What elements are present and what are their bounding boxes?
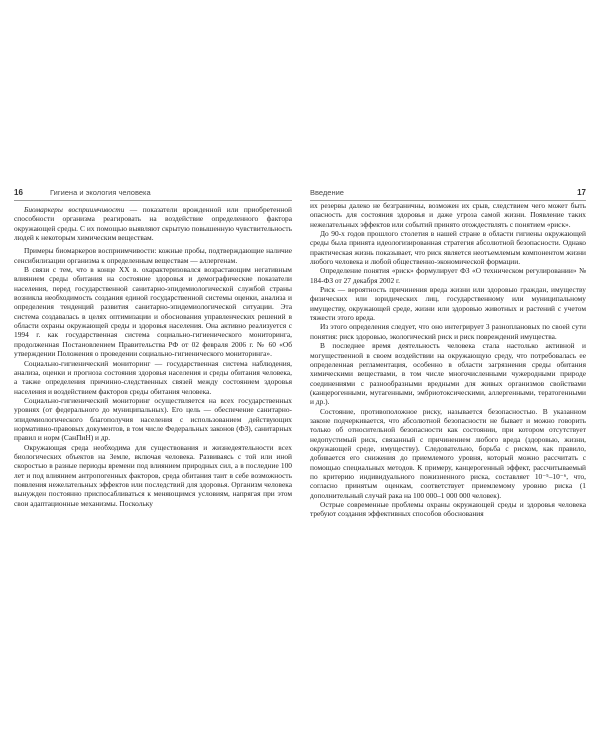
- paragraph: Примеры биомаркеров восприимчивости: кожные пробы, подтверждающие наличие сенсибилизации организма к определенным веществам — аллергенам.: [14, 246, 292, 265]
- right-page: [310, 184, 586, 744]
- paragraph: Социально-гигиенический мониторинг осуществляется на всех государственных уровнях (от федерального до муниципальных). Его цель — обеспечение санитарно-эпидемиологического благополучия населения с использованием действующих нормативно-правовых документов, в том числе Федеральных законов (ФЗ), санитарных правил и норм (СанПиН) и др.: [14, 395, 292, 443]
- left-page: [14, 184, 292, 744]
- paragraph: Биомаркеры восприимчивости — показатели врожденной или приобретенной способности организма реагировать на воздействие определенного фактора окружающей среды. С их помощью выявляют скрытую повышенную чувствительность людей к некоторым химическим веществам.: [14, 205, 292, 243]
- paragraph: Окружающая среда необходима для существования и жизнедеятельности всех биологических объектов на Земле, включая человека. Развиваясь с той или иной скоростью в разные периоды времени под влиянием природных сил, а в последние 100 лет и под влиянием антропогенных факторов, среда обитания таит в себе возможность появления нежелательных эффектов или последствий для здоровья. Организм человека вынужден постоянно приспосабливаться к меняющимся условиям, напрягая при этом свои адаптационные механизмы. Поскольку: [14, 442, 292, 508]
- term-biomarkers: Биомаркеры восприимчивости: [24, 205, 125, 214]
- right-page-number: 17: [577, 188, 586, 197]
- paragraph: Риск — вероятность причинения вреда жизни или здоровью граждан, имуществу физических или юридических лиц, государственному или муниципальному имуществу, окружающей среде, жизни или здоровью животных и растений с учетом тяжести этого вреда.: [310, 285, 586, 323]
- paragraph: Состояние, противоположное риску, называется безопасностью. В указанном законе подчеркивается, что абсолютной безопасности не бывает и можно говорить только об относительной безопасности как состоянии, при котором отсутствует недопустимый риск, связанный с причинением любого вреда (здоровью, жизни, окружающей среде, имуществу). Следовательно, борьба с риском, как правило, добивается его снижения до приемлемого уровня, который можно рассчитать с помощью специальных методов. К примеру, канцерогенный эффект, рассчитываемый по критерию индивидуального пожизненного риска, составляет 10⁻⁵–10⁻⁶, что, согласно принятым оценкам, соответствует приемлемому уровню риска (1 дополнительный случай рака на 100 000–1 000 000 человек).: [310, 406, 586, 500]
- paragraph: Острые современные проблемы охраны окружающей среды и здоровья человека требуют создания эффективных способов обоснования: [310, 500, 586, 519]
- paragraph: В связи с тем, что в конце XX в. охарактеризовался возрастающим негативным влиянием среды обитания на состояние здоровья и демографические показатели населения, перед государственной санитарно-эпидемиологической службой страны возникла необходимость создания единой государственной системы оценки, анализа и определения тенденций развития санитарно-эпидемиологической ситуации. Эта система создавалась в целях оптимизации и обоснования управленческих решений в области охраны окружающей среды и здоровья населения. Она активно реализуется с 1994 г. как государственная система социально-гигиенического мониторинга, продолженная Постановлением Правительства РФ от 02 февраля 2006 г. № 60 «Об утверждении Положения о проведении социально-гигиенического мониторинга».: [14, 265, 292, 359]
- paragraph: В последнее время деятельность человека стала настолько активной и могущественной в своем воздействии на окружающую среду, что потребовалась ее определенная регламентация, особенно в области загрязнения среды обитания химическими веществами, в том числе многочисленными чужеродными природе соединениями с разнообразными вредными для живых организмов свойствами (канцерогенными, мутагенными, эмбриотоксическими, аллергенными, тератогенными и др.).: [310, 341, 586, 407]
- left-page-body: [14, 205, 292, 508]
- paragraph: Определение понятия «риск» формулирует ФЗ «О техническом регулировании» № 184-ФЗ от 27 декабря 2002 г.: [310, 266, 586, 285]
- left-page-number: 16: [14, 188, 23, 197]
- paragraph: их резервы далеко не безграничны, возможен их срыв, следствием чего может быть опасность для состояния здоровья и даже угроза самой жизни. Появление таких нежелательных эффектов или событий принято отождествлять с понятием «риск».: [310, 201, 586, 229]
- paragraph: Социально-гигиенический мониторинг — государственная система наблюдения, анализа, оценки и прогноза состояния здоровья населения и среды обитания человека, а также определения причинно-следственных связей между состоянием здоровья населения и воздействием факторов среды обитания человека.: [14, 358, 292, 396]
- left-running-title: Гигиена и экология человека: [50, 188, 151, 197]
- paragraph: Из этого определения следует, что оно интегрирует 3 разноплановых по своей сути понятия: риск здоровью, экологический риск и риск повреждений имущества.: [310, 322, 586, 341]
- right-page-body: [310, 201, 586, 519]
- left-page-header: [14, 184, 292, 201]
- paragraph: До 90-х годов прошлого столетия в нашей стране в области гигиены окружающей среды была принята идеологизированная стратегия абсолютной безопасности. Однако практическая жизнь показывает, что риск является неотъемлемым компонентом жизни любого человека и любой общественно-экономической формации.: [310, 229, 586, 267]
- right-page-header: [310, 184, 586, 201]
- right-running-title: Введение: [310, 188, 344, 197]
